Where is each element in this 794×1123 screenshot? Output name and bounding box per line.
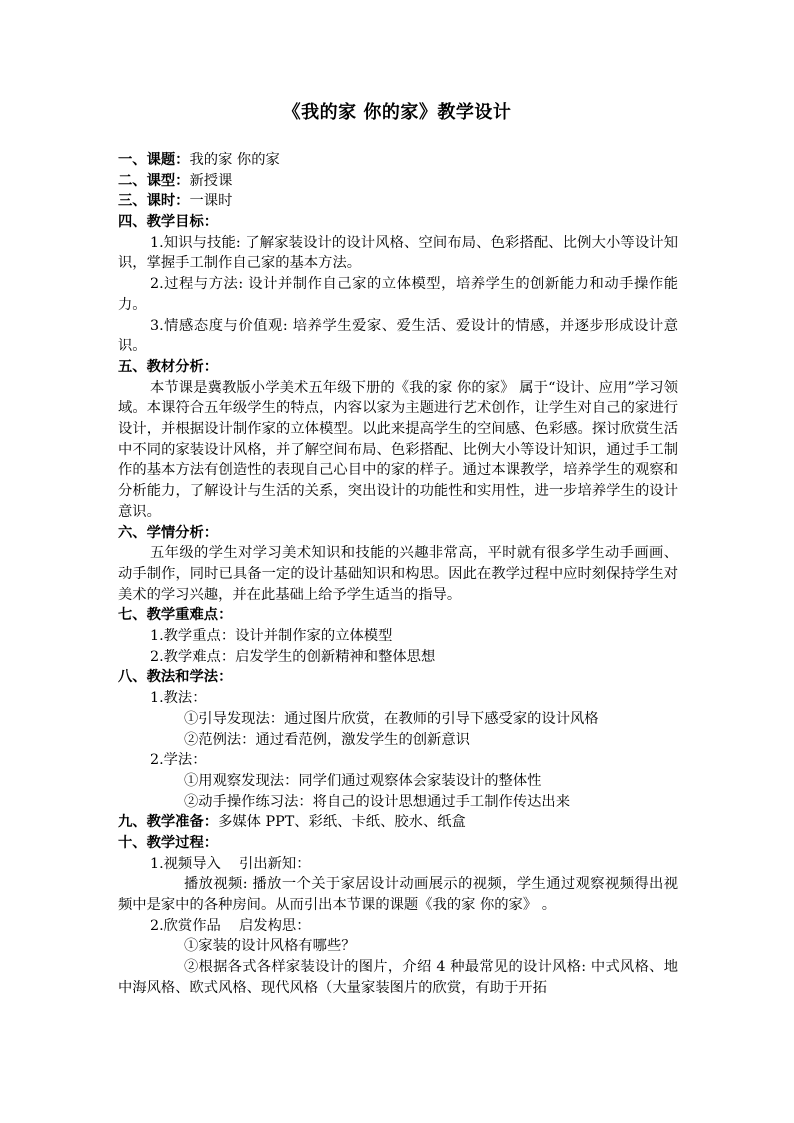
section-preparation	[118, 812, 678, 833]
objective-item: 2.过程与方法: 设计并制作自己家的立体模型，培养学生的创新能力和动手操作能力。	[118, 276, 678, 313]
section-heading-process: 十、教学过程：	[118, 834, 219, 851]
process-step-paragraph: 播放视频: 播放一个关于家居设计动画展示的视频，学生通过观察视频得出视频中是家中的各种房间。从而引出本节课的课题《我的家 你的家》 。	[118, 876, 678, 914]
keypoint-item: 1.教学重点：设计并制作家的立体模型	[150, 628, 393, 645]
section-topic	[118, 150, 678, 171]
section-heading-methods: 八、教法和学法：	[118, 669, 233, 686]
teaching-method-item: ②范例法：通过看范例，激发学生的创新意识	[184, 731, 470, 748]
learning-method-item: ②动手操作练习法：将自己的设计思想通过手工制作传达出来	[184, 793, 571, 810]
process-question: ②根据各式各样家装设计的图片，介绍 4 种最常见的设计风格: 中式风格、地中海风格、欧式风格、现代风格（大量家装图片的欣赏，有助于开拓	[118, 959, 678, 996]
teaching-method-item: ①引导发现法：通过图片欣赏，在教师的引导下感受家的设计风格	[184, 710, 599, 727]
section-heading: 一、课题：	[118, 152, 190, 168]
section-heading: 三、课时：	[118, 193, 190, 210]
student-analysis-paragraph: 五年级的学生对学习美术知识和技能的兴趣非常高，平时就有很多学生动手画画、动手制作，同时已具备一定的设计基础知识和构思。因此在教学过程中应时刻保持学生对美术的学习兴趣，并在此基础上给予学生适当的指导。	[118, 545, 678, 603]
section-heading: 九、教学准备：	[118, 814, 219, 831]
material-analysis-paragraph: 本节课是冀教版小学美术五年级下册的《我的家 你的家》 属于“设计、应用”学习领域。本课符合五年级学生的特点，内容以家为主题进行艺术创作，让学生对自己的家进行设计，并根据设计制作家的立体模型。以此来提高学生的空间感、色彩感。探讨欣赏生活中不同的家装设计风格，并了解空间布局、色彩搭配、比例大小等设计知识，通过手工制作的基本方法有创造性的表现自己心目中的家的样子。通过本课教学，培养学生的观察和分析能力，了解设计与生活的关系，突出设计的功能性和实用性，进一步培养学生的设计意识。	[118, 379, 678, 520]
section-lesson-hours	[118, 191, 678, 212]
document-title: 《我的家 你的家》教学设计	[282, 102, 512, 123]
objective-item: 3.情感态度与价值观: 培养学生爱家、爱生活、爱设计的情感，并逐步形成设计意识。	[118, 317, 678, 355]
teaching-method-label: 1.教法：	[150, 690, 207, 707]
section-lesson-type	[118, 171, 678, 192]
section-heading-objectives: 四、教学目标：	[118, 214, 219, 231]
section-heading-material: 五、教材分析：	[118, 358, 219, 375]
process-question: ①家装的设计风格有哪些？	[184, 938, 356, 955]
learning-method-item: ①用观察发现法：同学们通过观察体会家装设计的整体性	[184, 772, 542, 789]
section-text: 多媒体 PPT、彩纸、卡纸、胶水、纸盒	[218, 814, 466, 831]
keypoint-item: 2.教学难点：启发学生的创新精神和整体思想	[150, 648, 436, 665]
document-body	[118, 150, 678, 999]
process-step-label: 1.视频导入 引出新知：	[150, 855, 311, 872]
section-text: 我的家 你的家	[189, 152, 280, 168]
objective-item: 1.知识与技能: 了解家装设计的设计风格、空间布局、色彩搭配、比例大小等设计知识，掌握手工制作自己家的基本方法。	[118, 234, 678, 272]
process-step-label: 2.欣赏作品 启发构思：	[150, 917, 311, 934]
learning-method-label: 2.学法：	[150, 752, 207, 769]
section-text: 新授课	[189, 172, 233, 189]
section-heading: 二、课型：	[118, 172, 190, 189]
section-heading-keypoints: 七、教学重难点：	[118, 607, 233, 624]
section-heading-students: 六、学情分析：	[118, 524, 219, 541]
section-text: 一课时	[189, 193, 233, 210]
